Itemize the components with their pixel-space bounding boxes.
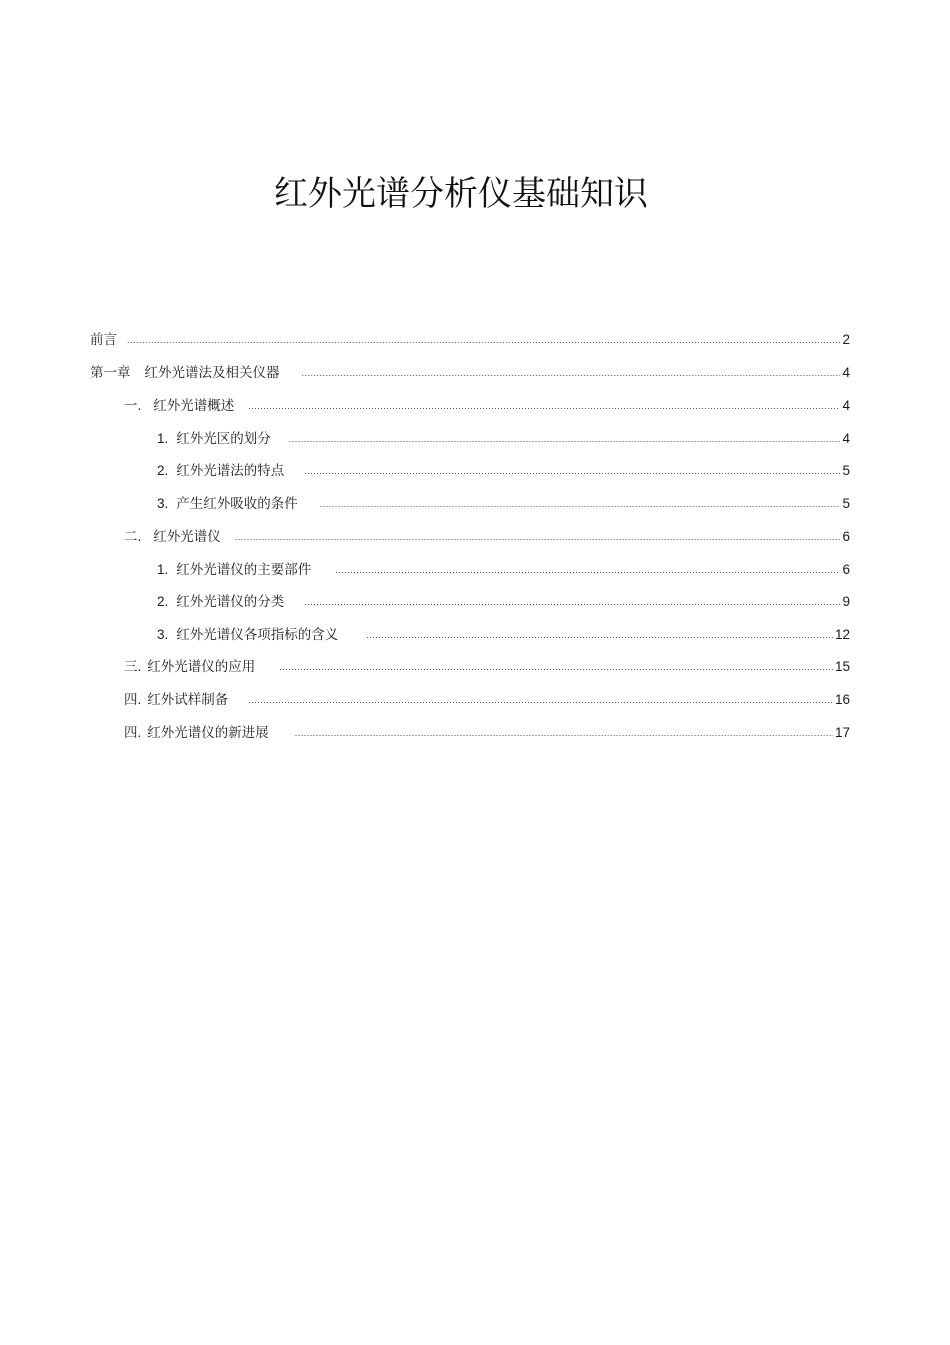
toc-entry-subsection-1-2[interactable] (157, 460, 850, 480)
toc-entry-subsection-1-1[interactable] (157, 428, 850, 448)
toc-entry-label: 红外光谱仪的新进展 (147, 725, 269, 741)
toc-page-number: 16 (834, 692, 850, 707)
toc-entry-label: 红外光谱仪的主要部件 (176, 562, 312, 578)
toc-page-number: 17 (834, 725, 850, 740)
toc-entry-number: 四. (124, 692, 142, 707)
toc-entry-section-5[interactable] (124, 722, 850, 742)
toc-entry-preface[interactable] (90, 329, 850, 349)
toc-entry-number: 二. (124, 529, 142, 544)
toc-entry-subsection-1-3[interactable] (157, 493, 850, 513)
toc-page-number: 12 (834, 627, 850, 642)
toc-entry-label: 红外光谱法及相关仪器 (144, 365, 280, 381)
toc-leader-dots (248, 691, 833, 709)
toc-entry-label: 产生红外吸收的条件 (176, 496, 298, 512)
toc-page-number: 6 (842, 529, 850, 544)
toc-entry-section-3[interactable] (124, 656, 850, 676)
toc-entry-label: 红外光谱法的特点 (176, 463, 285, 479)
toc-page-number: 4 (842, 431, 850, 446)
toc-entry-label: 红外光谱仪的应用 (147, 659, 256, 675)
toc-page-number: 5 (842, 496, 850, 511)
toc-entry-number: 2. (157, 594, 169, 609)
toc-entry-label: 红外试样制备 (147, 692, 229, 708)
toc-leader-dots (248, 397, 840, 415)
toc-entry-chapter-1[interactable] (90, 362, 850, 382)
toc-entry-label: 红外光区的划分 (176, 431, 271, 447)
toc-leader-dots (320, 495, 841, 513)
toc-entry-number: 四. (124, 725, 142, 740)
toc-page-number: 9 (842, 594, 850, 609)
toc-entry-number: 2. (157, 463, 169, 478)
toc-leader-dots (302, 364, 841, 382)
toc-entry-subsection-2-2[interactable] (157, 591, 850, 611)
toc-entry-subsection-2-3[interactable] (157, 624, 850, 644)
toc-entry-section-1[interactable] (124, 395, 850, 415)
toc-page-number: 4 (842, 398, 850, 413)
toc-leader-dots (235, 528, 841, 546)
toc-entry-label: 红外光谱仪的分类 (176, 594, 285, 610)
toc-leader-dots (304, 593, 840, 611)
toc-entry-label: 红外光谱仪各项指标的含义 (176, 627, 339, 643)
toc-leader-dots (366, 626, 833, 644)
toc-entry-number: 第一章 (90, 365, 131, 380)
toc-leader-dots (304, 462, 840, 480)
toc-leader-dots (279, 658, 833, 676)
toc-page-number: 5 (842, 463, 850, 478)
toc-entry-number: 一. (124, 398, 142, 413)
toc-entry-label: 红外光谱概述 (153, 398, 235, 414)
toc-entry-section-4[interactable] (124, 689, 850, 709)
toc-leader-dots (295, 724, 833, 742)
toc-entry-number: 1. (157, 562, 169, 577)
toc-leader-dots (335, 561, 840, 579)
toc-entry-number: 1. (157, 431, 169, 446)
toc-entry-number: 三. (124, 659, 142, 674)
toc-entry-label: 红外光谱仪 (153, 529, 221, 545)
toc-page-number: 2 (842, 332, 850, 347)
document-title: 红外光谱分析仪基础知识 (274, 174, 648, 214)
toc-page-number: 15 (834, 659, 850, 674)
toc-page-number: 4 (842, 365, 850, 380)
toc-page-number: 6 (842, 562, 850, 577)
toc-entry-label: 前言 (90, 332, 117, 348)
toc-entry-subsection-2-1[interactable] (157, 559, 850, 579)
toc-leader-dots (289, 430, 841, 448)
toc-entry-number: 3. (157, 496, 169, 511)
toc-entry-section-2[interactable] (124, 526, 850, 546)
toc-leader-dots (127, 331, 840, 349)
toc-entry-number: 3. (157, 627, 169, 642)
